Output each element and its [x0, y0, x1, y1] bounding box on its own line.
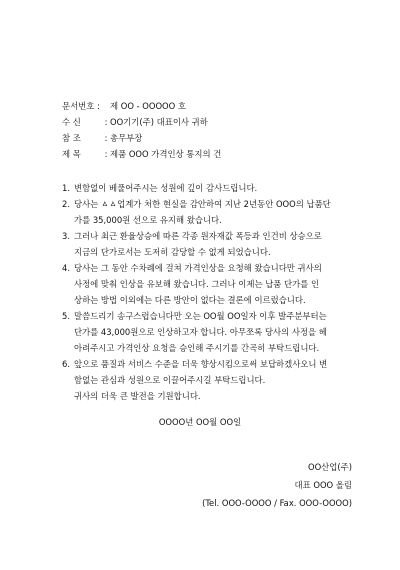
paragraph-line: [62, 260, 352, 276]
paragraph-number: 3.: [62, 231, 70, 241]
paragraph-text: 귀사의 더욱 큰 발전을 기원합니다.: [74, 391, 201, 401]
paragraph-text: 함없는 관심과 성원으로 이끌어주시길 부탁드립니다.: [74, 375, 266, 385]
signature-block: [202, 458, 352, 512]
paragraph-text: 당사는 ㅿㅿ업계가 처한 현실을 감안하여 지난 2년동안 OOO의 납품단: [74, 199, 331, 209]
paragraph-line: [62, 244, 352, 260]
paragraph-text: 당사는 그 동안 수차례에 걸쳐 가격인상을 요청해 왔습니다만 귀사의: [74, 263, 322, 273]
paragraph: [62, 388, 352, 404]
recipient-label: 수 신 :: [62, 114, 110, 130]
paragraph-line: [62, 180, 352, 196]
recipient-row: [62, 114, 221, 130]
paragraph-line: [62, 196, 352, 212]
paragraph-text: 변함없이 베풀어주시는 성원에 깊이 감사드립니다.: [74, 183, 258, 193]
paragraph-line: [62, 356, 352, 372]
paragraph-line: [62, 276, 352, 292]
paragraph-text: 상하는 방법 이외에는 다른 방안이 없다는 결론에 이르렀습니다.: [74, 295, 306, 305]
subject-value: 제품 OOO 가격인상 통지의 건: [110, 149, 222, 159]
paragraph-text: 앞으로 품질과 서비스 수준을 더욱 향상시킴으로써 보답하겠사오니 변: [74, 359, 328, 369]
paragraph: [62, 228, 352, 260]
subject-row: [62, 146, 221, 162]
paragraph-text: 말씀드리기 송구스럽습니다만 오는 OO월 OO일자 이후 발주분부터는: [74, 311, 327, 321]
letter-date: OOOO년 OO월 OO일: [158, 417, 242, 427]
paragraph-line: [62, 292, 352, 308]
doc-number-label: 문서번호 :: [62, 101, 100, 111]
cc-row: [62, 130, 221, 146]
signature-contact: (Tel. OOO-OOOO / Fax. OOO-OOOO): [202, 498, 352, 508]
signature-ceo: 대표 OOO 올림: [294, 480, 352, 490]
paragraph-text: 가를 35,000원 선으로 유지해 왔습니다.: [74, 215, 222, 225]
paragraph-line: [62, 308, 352, 324]
paragraph-line: [62, 340, 352, 356]
paragraph-number: 2.: [62, 199, 70, 209]
paragraph-number: 6.: [62, 359, 70, 369]
paragraph-text: 아려주시고 가격인상 요청을 승인해 주시기를 간곡히 부탁드립니다.: [74, 343, 320, 353]
recipient-value: OO기기(주) 대표이사 귀하: [110, 117, 208, 127]
document-header: [62, 98, 221, 162]
doc-number-value: 제 OO - OOOOO 호: [110, 101, 186, 111]
cc-value: 총무부장: [110, 133, 143, 143]
paragraph: [62, 180, 352, 196]
paragraph-line: [62, 324, 352, 340]
paragraph: [62, 260, 352, 308]
cc-label: 참 조 :: [62, 130, 110, 146]
letter-body: [62, 180, 352, 404]
signature-company: OO산업(주): [308, 462, 352, 472]
paragraph-line: [62, 228, 352, 244]
paragraph-line: [62, 388, 352, 404]
subject-label: 제 목 :: [62, 146, 110, 162]
paragraph-text: 지금의 단가로서는 도저히 감당할 수 없게 되었습니다.: [74, 247, 271, 257]
paragraph-number: 1.: [62, 183, 70, 193]
paragraph-number: 4.: [62, 263, 70, 273]
paragraph-line: [62, 372, 352, 388]
doc-number-row: [62, 98, 221, 114]
paragraph-line: [62, 212, 352, 228]
cc-label-text: 참 조: [62, 133, 81, 143]
subject-label-text: 제 목: [62, 149, 81, 159]
paragraph-number: 5.: [62, 311, 70, 321]
paragraph: [62, 356, 352, 388]
paragraph-text: 사정에 맞춰 인상을 유보해 왔습니다. 그러나 이제는 납품 단가를 인: [74, 279, 320, 289]
paragraph: [62, 308, 352, 356]
paragraph: [62, 196, 352, 228]
paragraph-text: 단가를 43,000원으로 인상하고자 합니다. 아무쪼록 당사의 사정을 헤: [74, 327, 327, 337]
paragraph-text: 그러나 최근 환율상승에 따른 각종 원자재값 폭등과 인건비 상승으로: [74, 231, 322, 241]
recipient-label-text: 수 신: [62, 117, 81, 127]
